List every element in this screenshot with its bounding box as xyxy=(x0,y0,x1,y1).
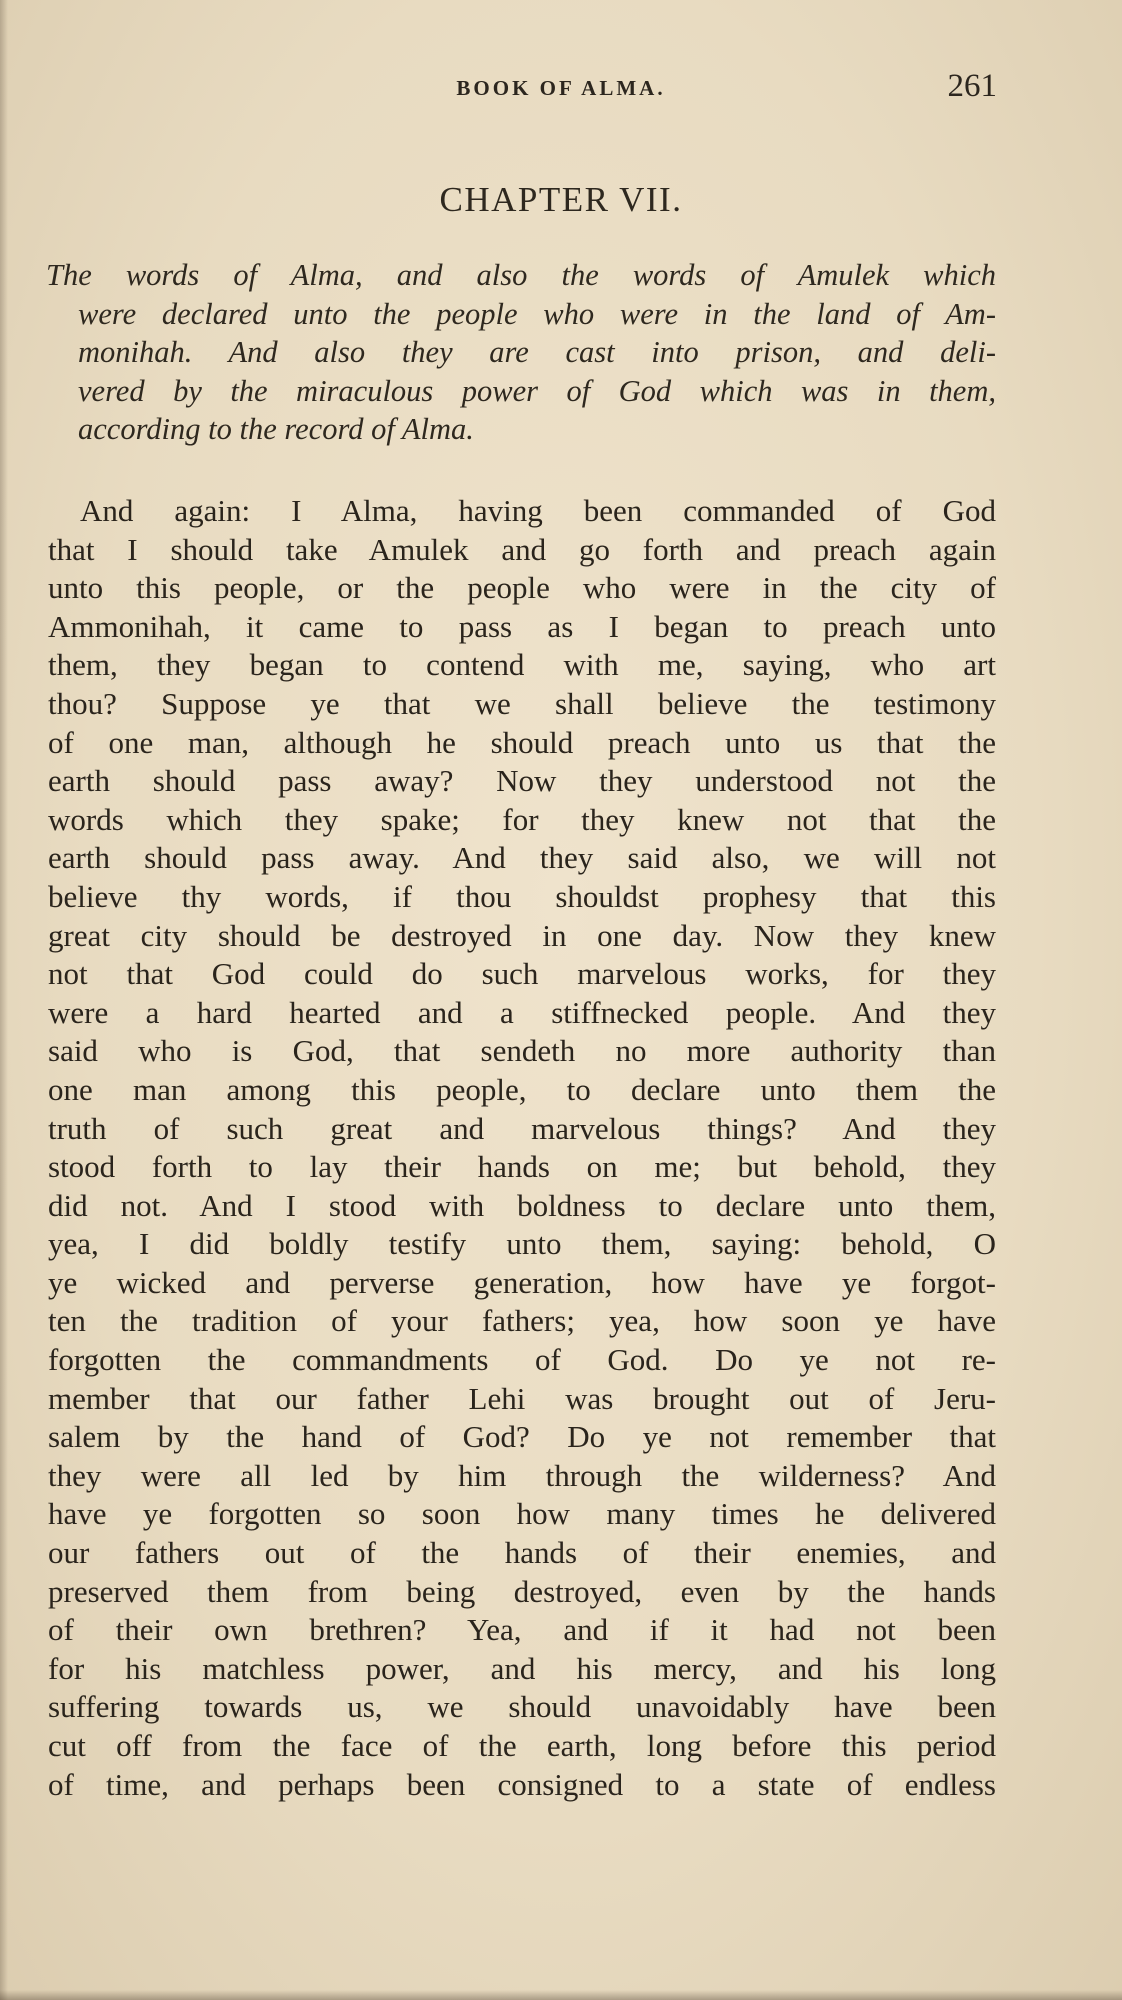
body-line: of one man, although he should preach unto us that the xyxy=(48,724,996,760)
body-line: forgotten the commandments of God. Do ye not re- xyxy=(48,1342,996,1378)
synopsis-line: vered by the miraculous power of God which was in them, xyxy=(78,373,996,408)
page-edge-shadow-bottom xyxy=(0,1990,1122,2000)
chapter-heading: CHAPTER VII. xyxy=(439,180,683,219)
body-line: of time, and perhaps been consigned to a state of endless xyxy=(48,1766,996,1802)
body-line: were a hard hearted and a stiffnecked people. And they xyxy=(48,994,996,1030)
body-line: preserved them from being destroyed, even by the hands xyxy=(48,1573,996,1609)
body-line: member that our father Lehi was brought out of Jeru- xyxy=(48,1380,996,1416)
body-line: them, they began to contend with me, saying, who art xyxy=(48,647,996,683)
body-line: that I should take Amulek and go forth and preach again xyxy=(48,531,996,567)
body-line: earth should pass away. And they said also, we will not xyxy=(48,840,996,876)
body-line: said who is God, that sendeth no more authority than xyxy=(48,1033,996,1069)
body-line: words which they spake; for they knew not that the xyxy=(48,801,996,837)
page-edge-shadow-left xyxy=(0,0,8,2000)
body-line: our fathers out of the hands of their enemies, and xyxy=(48,1535,996,1571)
body-line: thou? Suppose ye that we shall believe the testimony xyxy=(48,685,996,721)
body-line: one man among this people, to declare unto them the xyxy=(48,1071,996,1107)
page-number: 261 xyxy=(947,68,997,104)
body-line: great city should be destroyed in one day. Now they knew xyxy=(48,917,996,953)
body-line: of their own brethren? Yea, and if it had not been xyxy=(48,1612,996,1648)
body-line: unto this people, or the people who were in the city of xyxy=(48,570,996,606)
body-line: Ammonihah, it came to pass as I began to preach unto xyxy=(48,608,996,644)
synopsis-line: monihah. And also they are cast into prison, and deli- xyxy=(78,335,996,369)
chapter-synopsis xyxy=(46,256,996,449)
body-line: salem by the hand of God? Do ye not remember that xyxy=(48,1419,996,1455)
body-line: ye wicked and perverse generation, how have ye forgot- xyxy=(48,1264,996,1300)
body-line: stood forth to lay their hands on me; but behold, they xyxy=(48,1149,996,1185)
body-line: believe thy words, if thou shouldst prophesy that this xyxy=(48,878,996,914)
body-line: for his matchless power, and his mercy, and his long xyxy=(48,1650,996,1686)
synopsis-line: were declared unto the people who were in the land of Am- xyxy=(78,296,996,331)
body-line: they were all led by him through the wilderness? And xyxy=(48,1457,996,1493)
body-line: truth of such great and marvelous things? And they xyxy=(48,1110,996,1146)
body-line: suffering towards us, we should unavoidably have been xyxy=(48,1689,996,1725)
body-line: not that God could do such marvelous works, for they xyxy=(48,956,996,992)
running-head xyxy=(0,68,1122,108)
body-line: cut off from the face of the earth, long before this period xyxy=(48,1728,996,1763)
body-line: earth should pass away? Now they understood not the xyxy=(48,763,996,799)
body-line: yea, I did boldly testify unto them, saying: behold, O xyxy=(48,1226,996,1262)
synopsis-line: according to the record of Alma. xyxy=(78,412,474,446)
body-line: ten the tradition of your fathers; yea, how soon ye have xyxy=(48,1303,996,1339)
running-title: BOOK OF ALMA. xyxy=(456,76,666,100)
synopsis-line: The words of Alma, and also the words of Amulek which xyxy=(46,258,996,292)
body-line: have ye forgotten so soon how many times he delivered xyxy=(48,1496,996,1532)
body-line: And again: I Alma, having been commanded of God xyxy=(80,493,996,528)
chapter-body-text xyxy=(48,492,996,1804)
body-line: did not. And I stood with boldness to declare unto them, xyxy=(48,1187,996,1223)
